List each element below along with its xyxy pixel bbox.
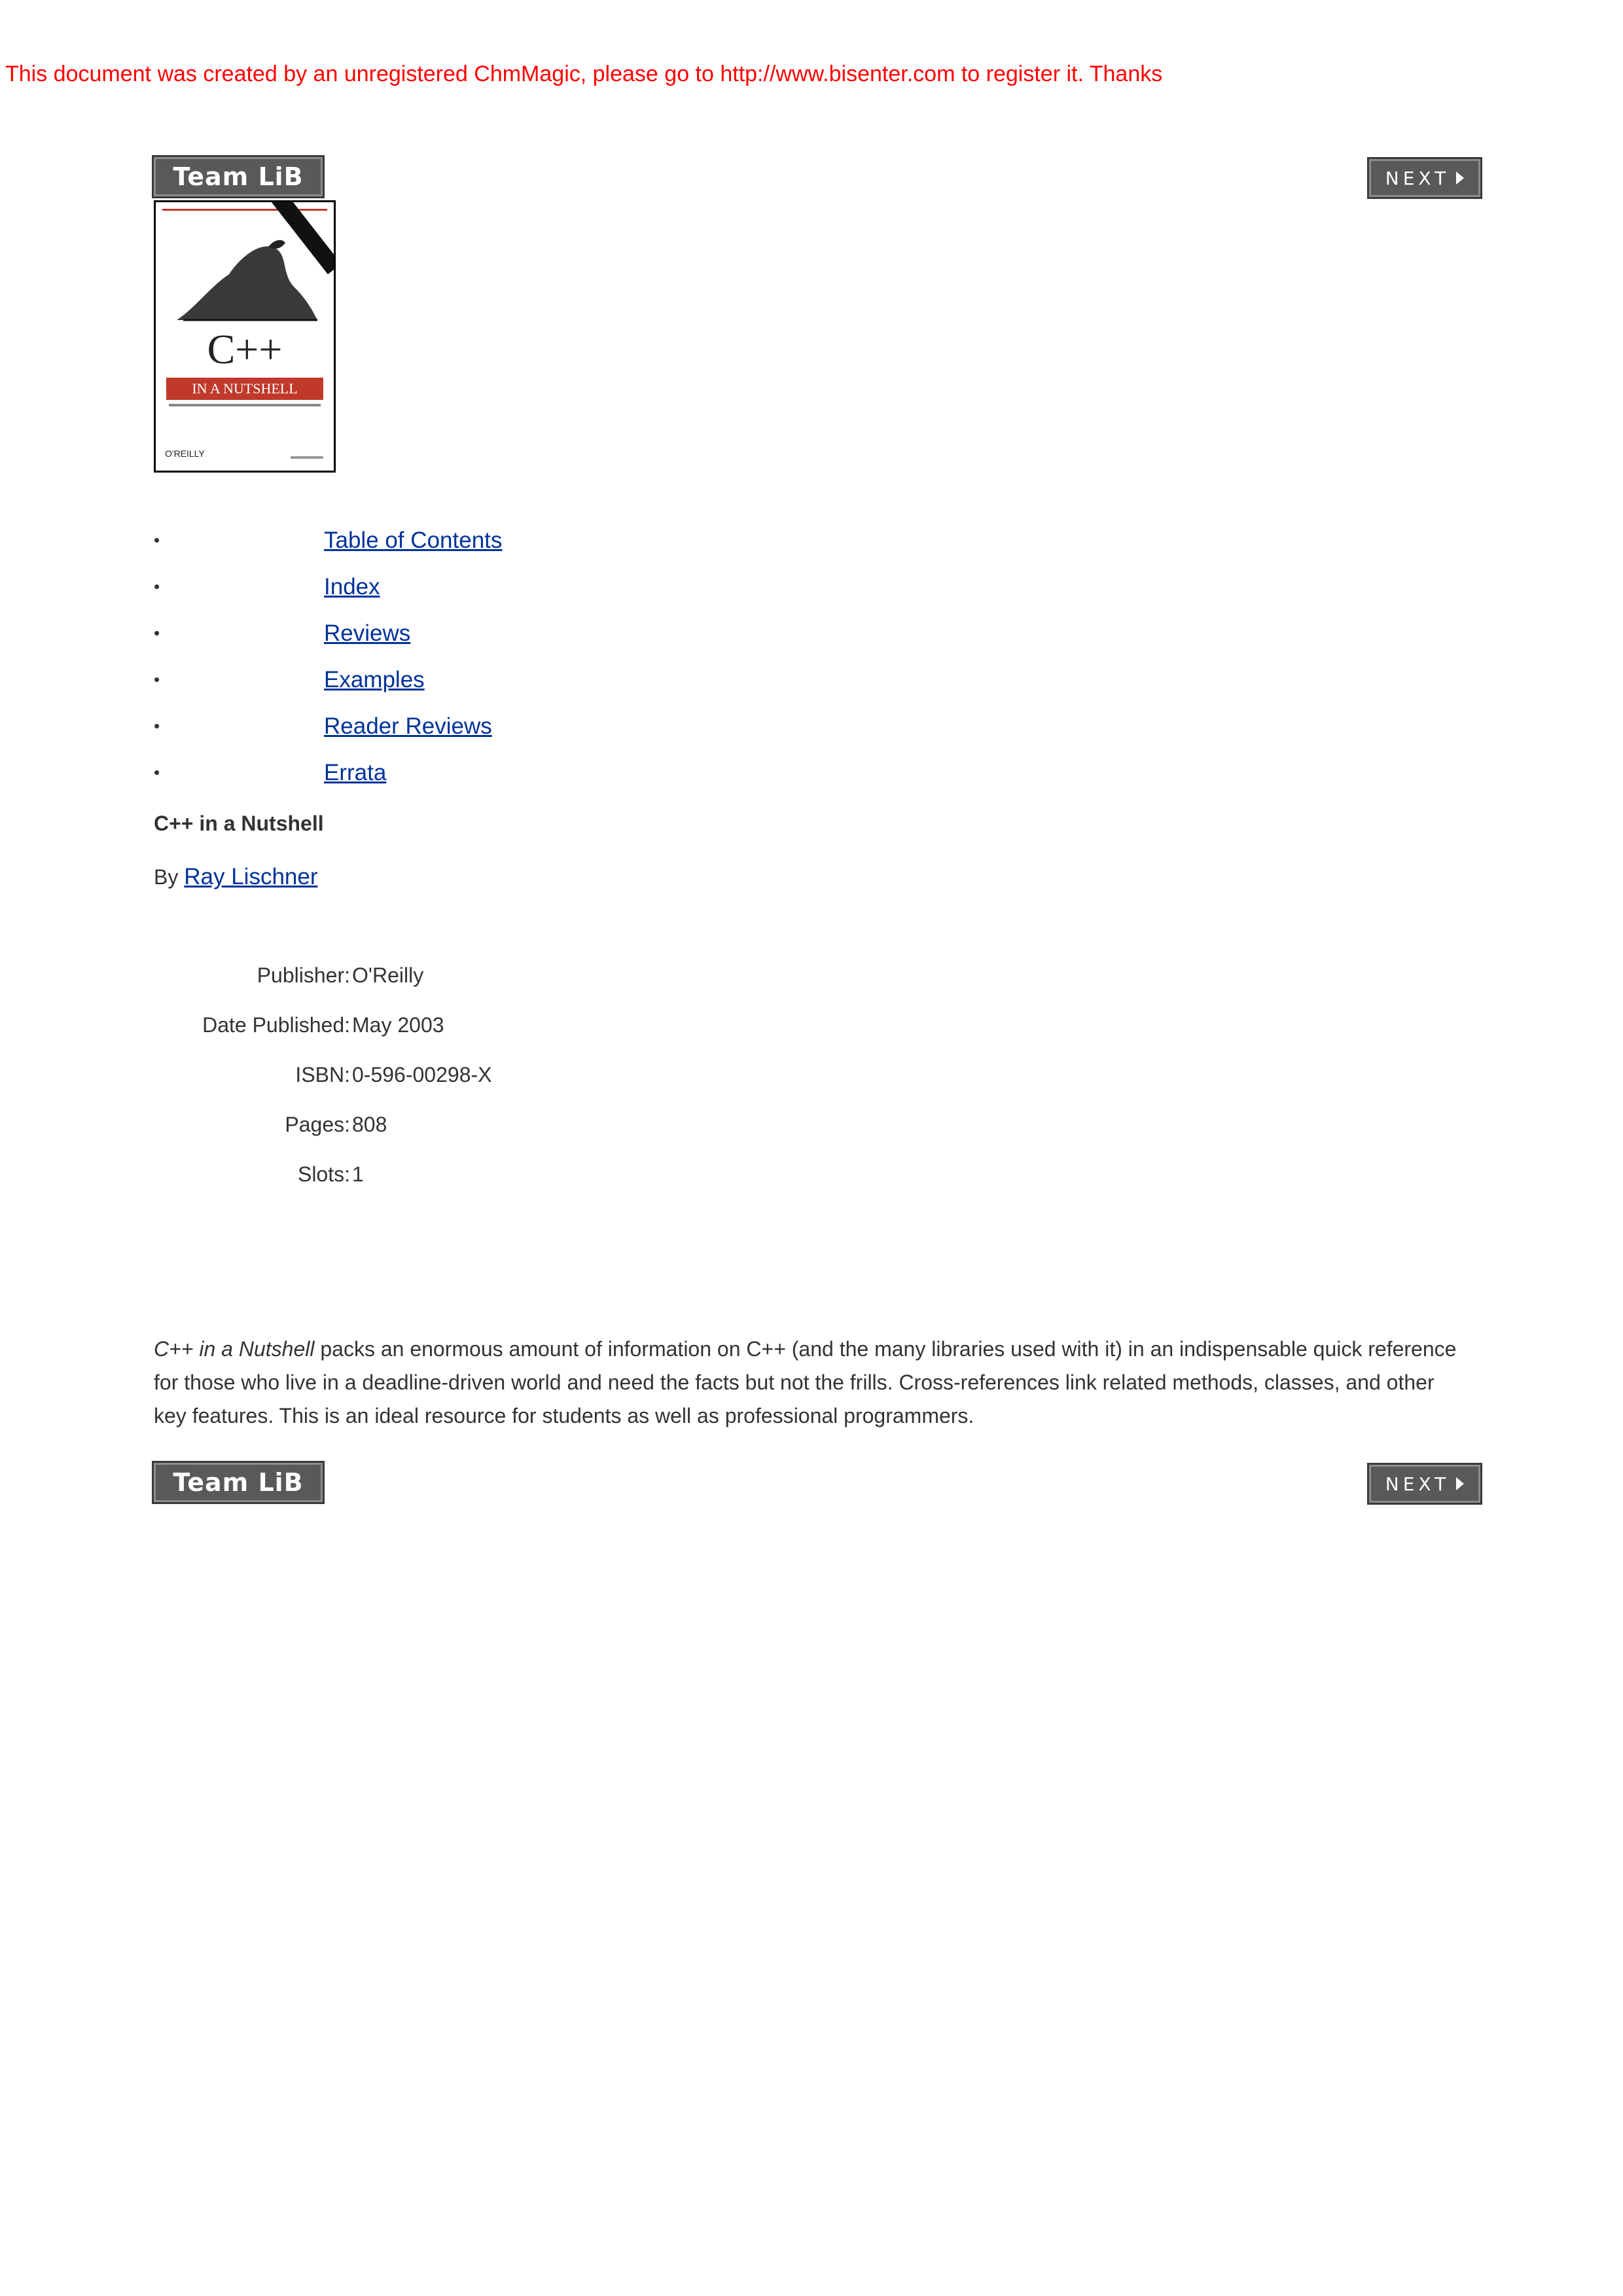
play-arrow-icon	[1456, 171, 1464, 185]
animal-illustration-icon	[170, 228, 321, 327]
next-button-bottom[interactable]	[1369, 1465, 1480, 1503]
bullet: •	[154, 762, 160, 782]
meta-value: O'Reilly	[352, 963, 424, 987]
link-examples[interactable]: Examples	[324, 667, 425, 692]
bullet: •	[154, 530, 160, 550]
meta-row	[154, 1013, 677, 1063]
link-table-of-contents[interactable]: Table of Contents	[324, 528, 503, 553]
meta-row	[154, 1113, 677, 1162]
link-index[interactable]: Index	[324, 574, 380, 600]
byline	[154, 864, 318, 890]
next-label: NEXT	[1385, 1473, 1450, 1495]
meta-value: 808	[352, 1113, 387, 1136]
description-title: C++ in a Nutshell	[154, 1337, 315, 1361]
link-reader-reviews[interactable]: Reader Reviews	[324, 713, 492, 739]
team-lib-label: Team LiB	[173, 1468, 304, 1497]
meta-row	[154, 1162, 677, 1212]
meta-key: Pages:	[285, 1113, 350, 1136]
cover-title: C++	[207, 326, 283, 372]
meta-key: Slots:	[297, 1162, 350, 1186]
cover-publisher-mark: O'REILLY	[165, 448, 205, 459]
author-link[interactable]: Ray Lischner	[184, 864, 318, 889]
description-body: packs an enormous amount of information on C++ (and the many libraries used with it) in an indispensable quick reference for those who live in a deadline-driven world and need the facts but not the frills. Cross-references link related methods, classes, and other key features. This is an ideal resource for students as well as professional programmers.	[154, 1337, 1457, 1427]
bullet: •	[154, 623, 160, 643]
next-button-top[interactable]	[1369, 159, 1480, 197]
bullet: •	[154, 577, 160, 596]
team-lib-button-top[interactable]	[154, 157, 323, 196]
meta-key: Date Published:	[202, 1013, 350, 1037]
play-arrow-icon	[1456, 1477, 1464, 1490]
by-prefix: By	[154, 865, 179, 889]
book-description	[154, 1333, 1463, 1433]
watermark-notice: This document was created by an unregistered ChmMagic, please go to http://www.bisenter.com to register it. Thanks	[5, 62, 1163, 86]
team-lib-button-bottom[interactable]	[154, 1463, 323, 1502]
book-title: C++ in a Nutshell	[154, 812, 324, 835]
meta-value: 1	[352, 1162, 364, 1186]
meta-value: May 2003	[352, 1013, 444, 1037]
meta-value: 0-596-00298-X	[352, 1063, 492, 1086]
meta-row	[154, 1063, 677, 1113]
bullet: •	[154, 670, 160, 689]
meta-key: ISBN:	[295, 1063, 350, 1086]
link-reviews[interactable]: Reviews	[324, 620, 411, 646]
book-cover-image	[154, 200, 336, 473]
team-lib-label: Team LiB	[173, 162, 304, 191]
book-metadata	[154, 963, 677, 1212]
cover-band: IN A NUTSHELL	[166, 378, 323, 400]
bullet: •	[154, 716, 160, 736]
meta-row	[154, 963, 677, 1013]
next-label: NEXT	[1385, 167, 1450, 189]
meta-key: Publisher:	[257, 963, 350, 987]
link-errata[interactable]: Errata	[324, 760, 387, 785]
